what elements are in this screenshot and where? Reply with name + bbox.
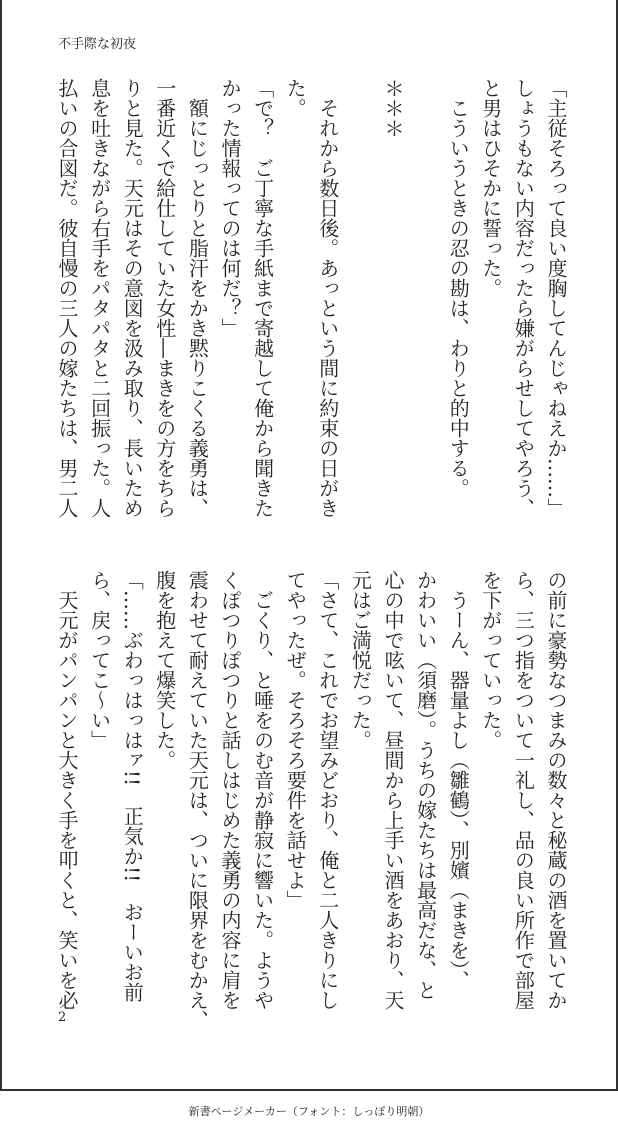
text-column: しょうもない内容だったら嫌がらせしてやろう、 <box>511 78 536 518</box>
text-column: た。 <box>283 78 308 118</box>
text-column: 震わせて耐えていた天元は、ついに限界をむかえ、 <box>185 570 210 1030</box>
text-column: の前に豪勢なつまみの数々と秘蔵の酒を置いてか <box>544 570 568 1010</box>
text-column: 額にじっとりと脂汗をかき黙りこくる義勇は、 <box>185 78 210 518</box>
text-column: を下がっていった。 <box>478 570 503 750</box>
text-column: りと見た。天元はその意図を汲み取り、長いため <box>120 78 145 518</box>
text-column: 払いの合図だ。彼自慢の三人の嫁たちは、男二人 <box>55 78 79 518</box>
text-column <box>349 78 371 528</box>
text-column: くぽつりぽつりと話しはじめた義勇の内容に肩を <box>218 570 242 1010</box>
text-column: 「で？ ご丁寧な手紙まで寄越して俺から聞きた <box>250 78 275 518</box>
text-column: ごくり、と唾をのむ音が静寂に響いた。ようや <box>250 570 275 1010</box>
text-column: 腹を抱えて爆笑した。 <box>152 570 177 770</box>
text-column: こういうときの忍の勘は、わりと的中する。 <box>446 78 471 498</box>
text-column: と男はひそかに誓った。 <box>478 78 503 298</box>
text-column: 天元がパンパンと大きく手を叩くと、笑いを必 <box>55 570 79 1010</box>
text-column: うーん、器量よし（雛鶴）、別嬪（まきを）、 <box>446 570 471 990</box>
text-column: 「さて、これでお望みどおり、俺と二人きりにし <box>315 570 340 1010</box>
text-column: てやったぜ。そろそろ要件を話せよ」 <box>283 570 308 910</box>
text-column: かわいい（須磨）。うちの嫁たちは最高だな、と <box>413 570 438 1000</box>
text-column: 元はご満悦だった。 <box>348 570 373 750</box>
text-column: ら、三つ指をついて一礼し、品の良い所作で部屋 <box>511 570 536 1010</box>
running-header-title: 不手際な初夜 <box>58 37 137 52</box>
text-column: それから数日後。あっという間に約束の日がき <box>315 78 340 518</box>
text-column: ＊＊＊ <box>381 78 405 138</box>
text-column: 一番近くで給仕していた女性―まきをの方をちら <box>152 78 177 518</box>
text-column: 「……ぶわっはっはァ!! 正気か!! おーいお前 <box>120 570 145 1003</box>
text-column: 息を吐きながら右手をパタパタと二回振った。人 <box>87 78 112 518</box>
text-column: 「主従そろって良い度胸してんじゃねえか……」 <box>544 78 568 518</box>
text-column: 心の中で呟いて、昼間から上手い酒をあおり、天 <box>381 570 405 1010</box>
text-column: かった情報ってのは何だ？」 <box>218 78 242 338</box>
footer-credit: 新書ページメーカー（フォント：しっぽり明朝） <box>188 1105 430 1118</box>
text-column: ら、戻ってこ〜い」 <box>87 570 112 750</box>
text-column <box>415 78 437 528</box>
page-number: 2 <box>58 1010 67 1025</box>
